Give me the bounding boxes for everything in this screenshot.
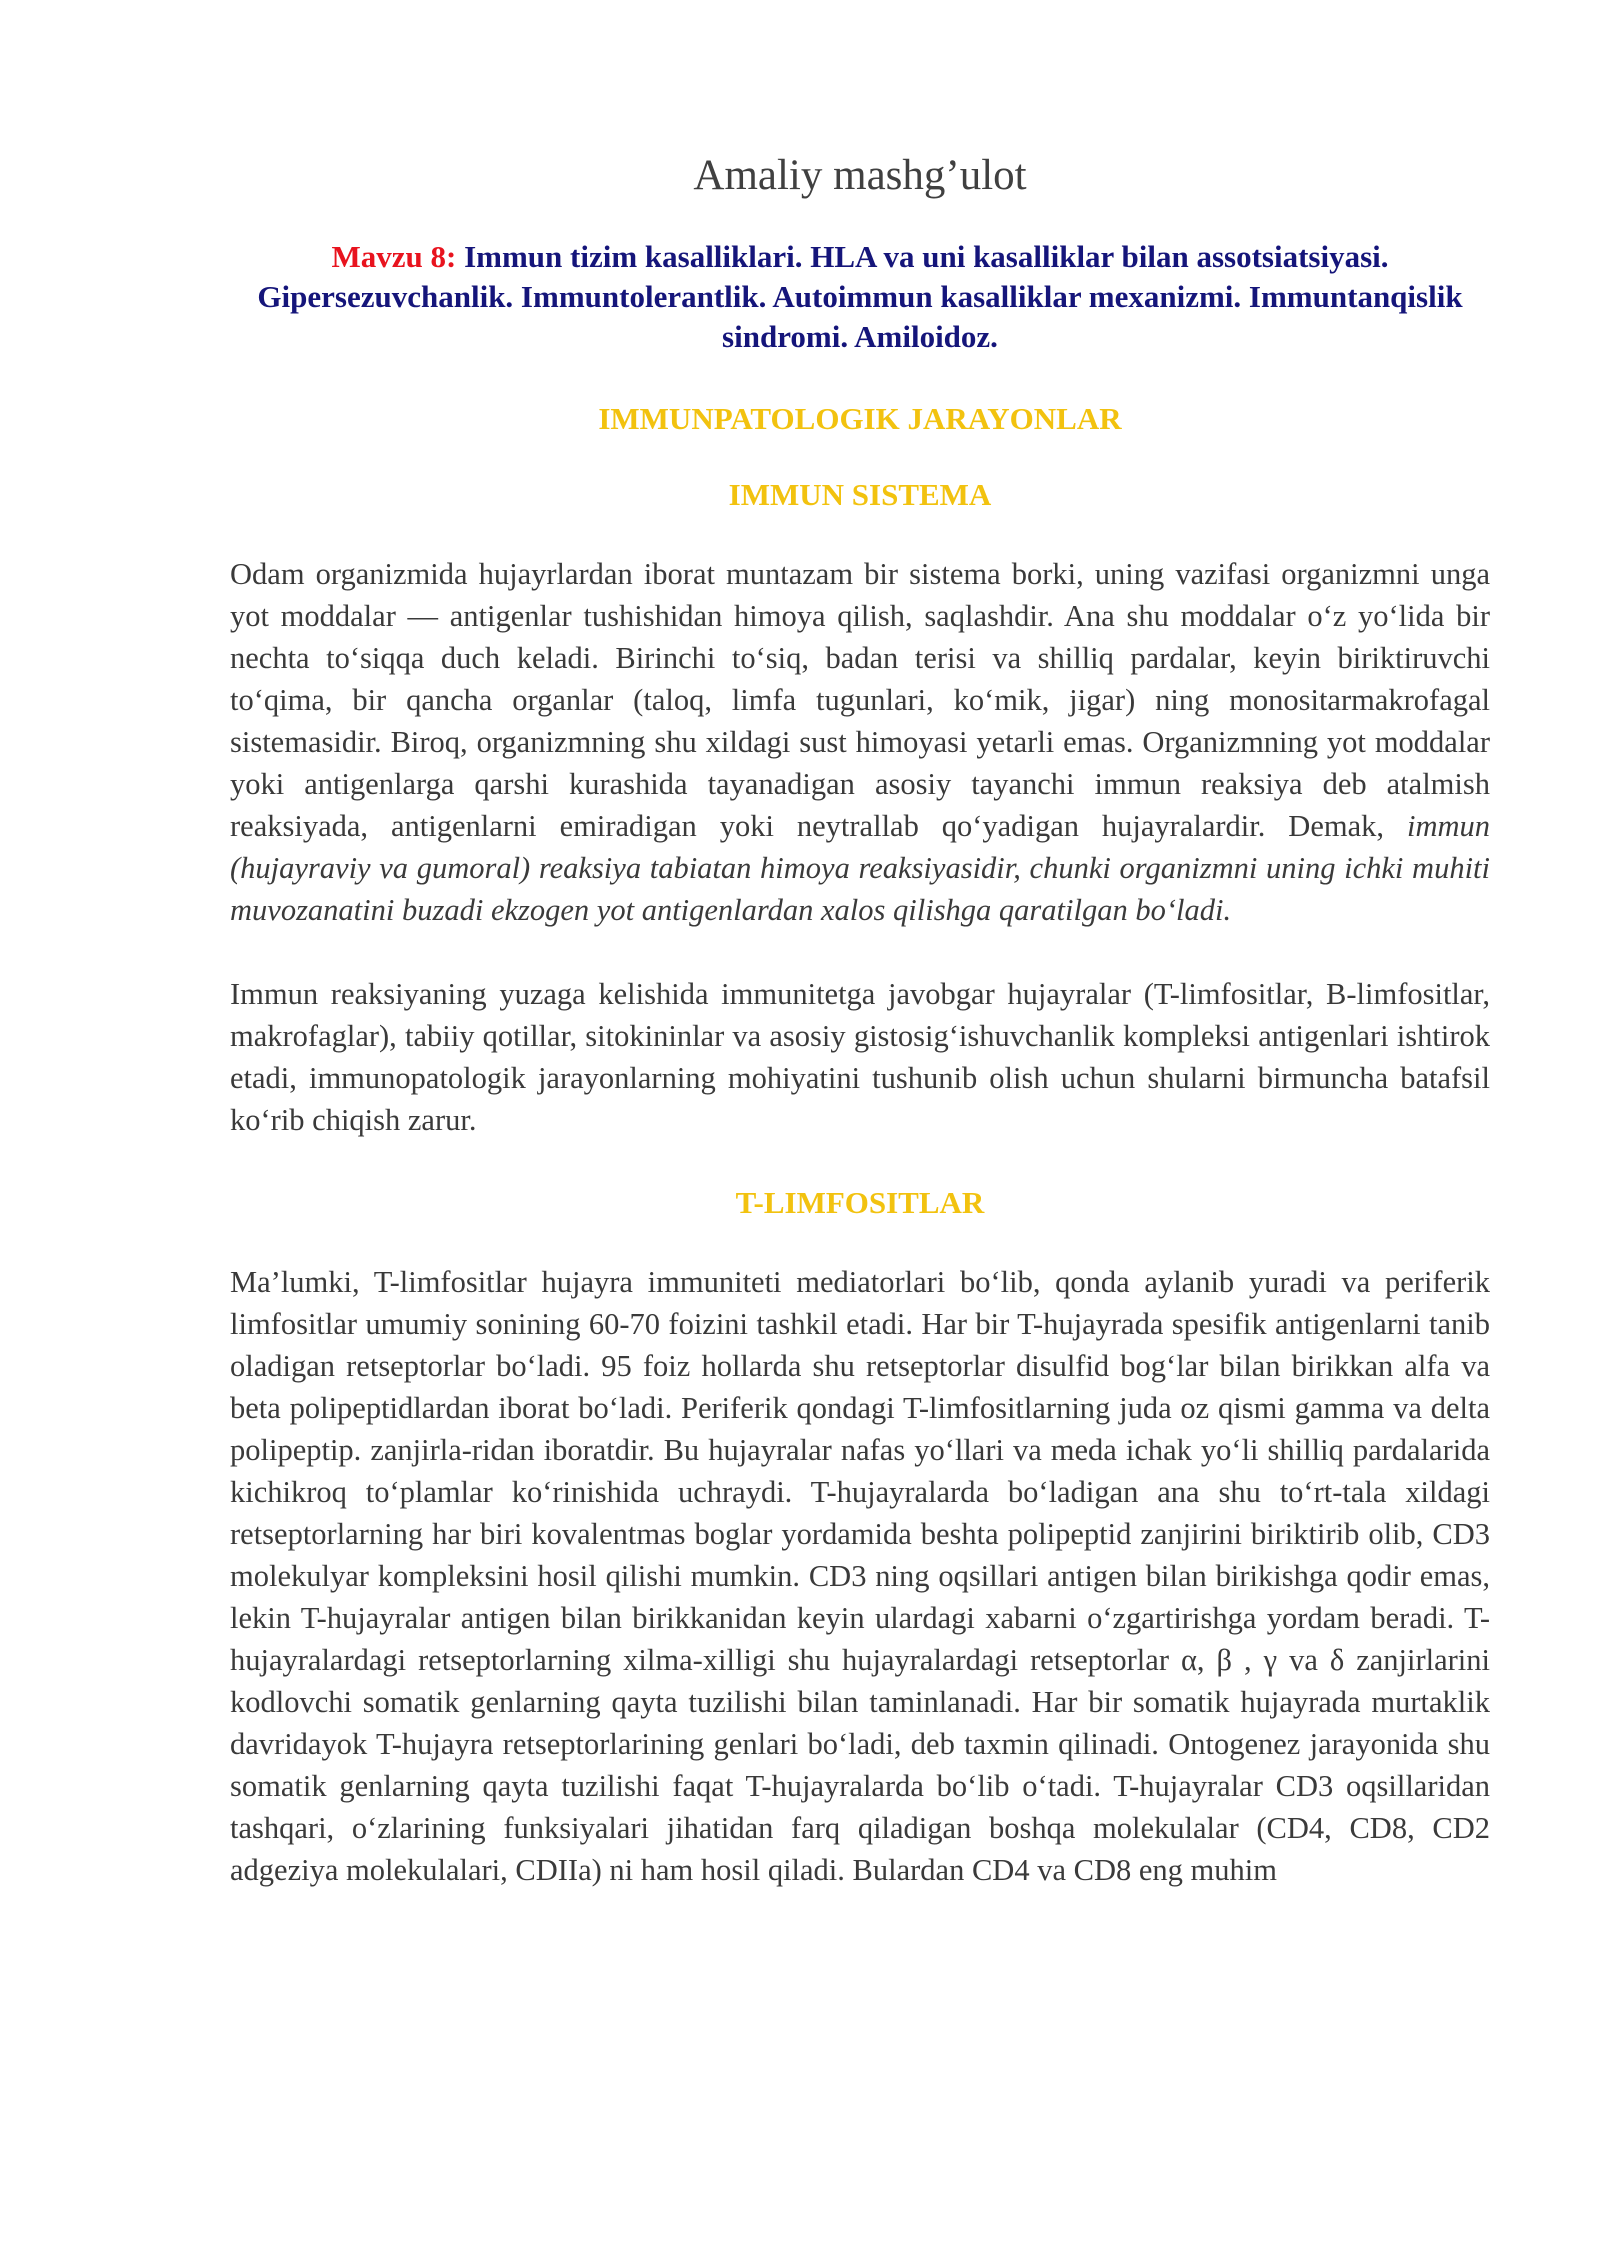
document-title: Amaliy mashg’ulot <box>693 152 1027 199</box>
paragraph-italic-text: immun (hujayraviy va gumoral) reaksiya tabiatan himoya reaksiyasidir, chunki organizmni uning ichki muhiti muvozanatini buzadi ekzogen yot antigenlardan xalos qilishga qaratilgan boʻladi. <box>230 808 1490 927</box>
paragraph-t-limfositlar-1: Ma’lumki, T-limfositlar hujayra immuniteti mediatorlari boʻlib, qonda aylanib yuradi va periferik limfositlar umumiy sonining 60-70 foizini tashkil etadi. Har bir T-hujayrada spesifik antigenlarni tanib oladigan retseptorlar boʻladi. 95 foiz hollarda shu retseptorlar disulfid bogʻlar bilan birikkan alfa va beta polipeptidlardan iborat boʻladi. Periferik qondagi T-limfositlarning juda oz qismi gamma va delta polipeptip. zanjirla-ridan iboratdir. Bu hujayralar nafas yoʻllari va meda ichak yoʻli shilliq pardalarida kichikroq toʻplamlar koʻrinishida uchraydi. T-hujayralarda boʻladigan ana shu toʻrt-tala xildagi retseptorlarning har biri kovalentmas boglar yordamida beshta polipeptid zanjirini biriktirib olib, CD3 molekulyar kompleksini hosil qilishi mumkin. CD3 ning oqsillari antigen bilan birikishga qodir emas, lekin T-hujayralar antigen bilan birikkanidan keyin ulardagi xabarni oʻzgartirishga yordam beradi. T-hujayralardagi retseptorlarning xilma-xilligi shu hujayralardagi retseptorlar α, β , γ va δ zanjirlarini kodlovchi somatik genlarning qayta tuzilishi bilan taminlanadi. Har bir somatik hujayrada murtaklik davridayok T-hujayra retseptorlarining genlari boʻladi, deb taxmin qilinadi. Ontogenez jarayonida shu somatik genlarning qayta tuzilishi faqat T-hujayralarda boʻlib oʻtadi. T-hujayralar CD3 oqsillaridan tashqari, oʻzlarining funksiyalari jihatidan farq qiladigan boshqa molekulalar (CD4, CD8, CD2 adgeziya molekulalari, CDIIa) ni ham hosil qiladi. Bulardan CD4 va CD8 eng muhim <box>230 1264 1490 1887</box>
document-page <box>230 150 1490 1933</box>
section-heading-t-limfositlar: T-LIMFOSITLAR <box>735 1184 985 1220</box>
topic-label: Mavzu 8: <box>331 238 457 274</box>
topic-text: Immun tizim kasalliklari. HLA va uni kasalliklar bilan assotsiatsiyasi. Gipersezuvchanlik. Immuntolerantlik. Autoimmun kasalliklar mexanizmi. Immuntanqislik sindromi. Amiloidoz. <box>257 238 1463 354</box>
section-heading-immun-sistema: IMMUN SISTEMA <box>728 476 992 512</box>
section-heading-immunpatologik: IMMUNPATOLOGIK JARAYONLAR <box>598 400 1122 436</box>
topic-block <box>230 237 1490 357</box>
paragraph-immun-sistema-2: Immun reaksiyaning yuzaga kelishida immunitetga javobgar hujayralar (T-limfositlar, B-limfositlar, makrofaglar), tabiiy qotillar, sitokininlar va asosiy gistosigʻishuvchanlik kompleksi antigenlari ishtirok etadi, immunopatologik jarayonlarning mohiyatini tushunib olish uchun shularni birmuncha batafsil koʻrib chiqish zarur. <box>230 976 1490 1137</box>
paragraph-immun-sistema-1 <box>230 553 1490 931</box>
paragraph-plain-text: Odam organizmida hujayrlardan iborat muntazam bir sistema borki, uning vazifasi organizmni unga yot moddalar — antigenlar tushishidan himoya qilish, saqlashdir. Ana shu moddalar oʻz yoʻlida bir nechta toʻsiqqa duch keladi. Birinchi toʻsiq, badan terisi va shilliq pardalar, keyin biriktiruvchi toʻqima, bir qancha organlar (taloq, limfa tugunlari, koʻmik, jigar) ning monositarmakrofagal sistemasidir. Biroq, organizmning shu xildagi sust himoyasi yetarli emas. Organizmning yot moddalar yoki antigenlarga qarshi kurashida tayanadigan asosiy tayanchi immun reaksiya deb atalmish reaksiyada, antigenlarni emiradigan yoki neytrallab qoʻyadigan hujayralardir. Demak, <box>230 556 1490 843</box>
